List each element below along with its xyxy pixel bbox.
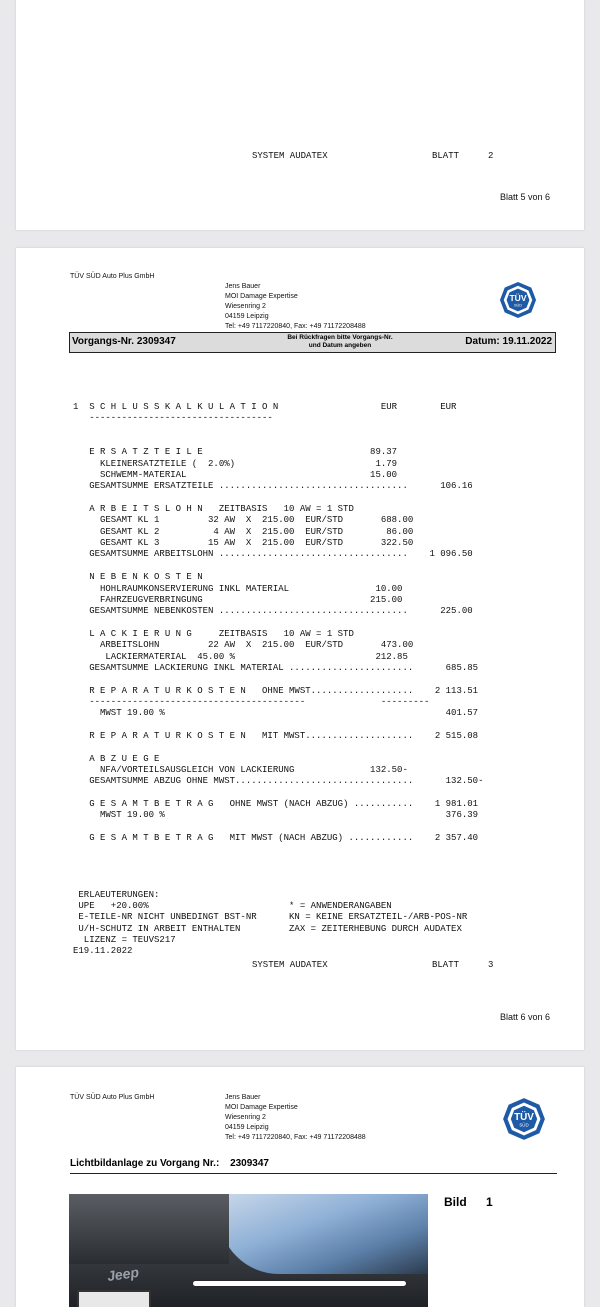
tuv-logo-icon	[499, 281, 537, 319]
divider	[70, 1173, 557, 1174]
page-footer: Blatt 6 von 6	[500, 1012, 551, 1022]
blatt-number: 3	[488, 960, 494, 970]
rear-window	[69, 1194, 229, 1264]
home-indicator[interactable]	[193, 1281, 406, 1286]
address-block	[225, 282, 366, 332]
photo-caption	[444, 1195, 493, 1209]
notes-lines: ERLAEUTERUNGEN: UPE +20.00% * = ANWENDERANGABEN E-TEILE-NR NICHT UNBEDINGT BST-NR KN = KEINE ERSATZTEIL-/ARB-POS-NR U/H-SCHUTZ IN ARBEIT ENTHALTEN ZAX = ZEITERHEBUNG DURCH AUDATEX LIZENZ = TEUVS217 E19.11.2022	[73, 890, 468, 957]
note-line: Bei Rückfragen bitte Vorgangs-Nr.	[287, 334, 393, 341]
company-name: TÜV SÜD Auto Plus GmbH	[70, 273, 155, 280]
system-line: SYSTEM AUDATEX	[252, 960, 328, 970]
tuv-logo-icon	[502, 1097, 546, 1141]
title-label: Lichtbildanlage zu Vorgang Nr.:	[70, 1158, 220, 1169]
document-page-5	[16, 0, 584, 230]
sky-reflection	[219, 1194, 428, 1274]
svg-text:TÜV: TÜV	[514, 1112, 534, 1124]
vehicle-photo	[69, 1194, 428, 1307]
svg-text:TÜV: TÜV	[509, 292, 527, 303]
blatt-label: BLATT	[432, 960, 460, 970]
address-line: MOI Damage Expertise	[225, 293, 298, 300]
vorgang-number: Vorgangs-Nr. 2309347	[72, 336, 176, 347]
page-footer: Blatt 5 von 6	[500, 192, 551, 202]
blatt-number: 2	[488, 151, 494, 161]
address-line: Wiesenring 2	[225, 1114, 266, 1121]
address-line: 04159 Leipzig	[225, 1124, 269, 1131]
reference-note	[255, 334, 425, 350]
note-line: und Datum angeben	[308, 342, 372, 349]
address-line: Tel: +49 7117220840, Fax: +49 71172208488	[225, 1134, 366, 1141]
company-name: TÜV SÜD Auto Plus GmbH	[70, 1094, 155, 1101]
calculation-lines: 1 S C H L U S S K A L K U L A T I O N EUR EUR ---------------------------------- E R S A T Z T E I L E 89.37 KLEINERSATZTEILE ( 2.0%) 1.79 SCHWEMM-MATERIAL 15.00 GESAMTSUMME ERSATZTEILE ................................... 106.16 A R B E I T S L O H N ZEITBASIS 10 AW = 1 STD GESAMT KL 1 32 AW X 215.00 EUR/STD 688.00 GESAMT KL 2 4 AW X 215.00 EUR/STD 86.00 GESAMT KL 3 15 AW X 215.00 EUR/STD 322.50 GESAMTSUMME ARBEITSLOHN ................................... 1 096.50 N E B E N K O S T E N HOHLRAUMKONSERVIERUNG INKL MATERIAL 10.00 FAHRZEUGVERBRINGUNG 215.00 GESAMTSUMME NEBENKOSTEN ................................... 225.00 L A C K I E R U N G ZEITBASIS 10 AW = 1 STD ARBEITSLOHN 22 AW X 215.00 EUR/STD 473.00 LACKIERMATERIAL 45.00 % 212.85 GESAMTSUMME LACKIERUNG INKL MATERIAL ....................... 685.85 R E P A R A T U R K O S T E N OHNE MWST................... 2 113.51 ---------------------------------------- --------- MWST 19.00 % 401.57 R E P A R A T U R K O S T E N MIT MWST.................... 2 515.08 A B Z U E G E NFA/VORTEILSAUSGLEICH VON LACKIERUNG 132.50- GESAMTSUMME ABZUG OHNE MWST................................. 132.50- G E S A M T B E T R A G OHNE MWST (NACH ABZUG) ........... 1 981.01 MWST 19.00 % 376.39 G E S A M T B E T R A G MIT MWST (NACH ABZUG) ............ 2 357.40	[73, 402, 484, 844]
address-line: MOI Damage Expertise	[225, 1104, 298, 1111]
bild-label: Bild	[444, 1195, 467, 1209]
system-line: SYSTEM AUDATEX	[252, 151, 328, 161]
car-badge: Jeep	[106, 1263, 140, 1285]
photo-appendix-page	[16, 1067, 584, 1307]
address-line: Wiesenring 2	[225, 303, 266, 310]
bild-number: 1	[486, 1195, 493, 1209]
vorgang-number: 2309347	[230, 1158, 269, 1169]
blatt-label: BLATT	[432, 151, 460, 161]
photo-appendix-title	[70, 1158, 269, 1169]
address-line: Jens Bauer	[225, 1094, 261, 1101]
document-page-6	[16, 248, 584, 1050]
license-plate	[77, 1290, 151, 1307]
address-line: 04159 Leipzig	[225, 313, 269, 320]
address-line: Tel: +49 7117220840, Fax: +49 71172208488	[225, 323, 366, 330]
svg-text:SÜD: SÜD	[519, 1122, 529, 1128]
address-block	[225, 1093, 366, 1143]
address-line: Jens Bauer	[225, 283, 261, 290]
datum: Datum: 19.11.2022	[465, 336, 552, 347]
reference-bar	[69, 332, 556, 353]
svg-text:SÜD: SÜD	[513, 303, 523, 308]
